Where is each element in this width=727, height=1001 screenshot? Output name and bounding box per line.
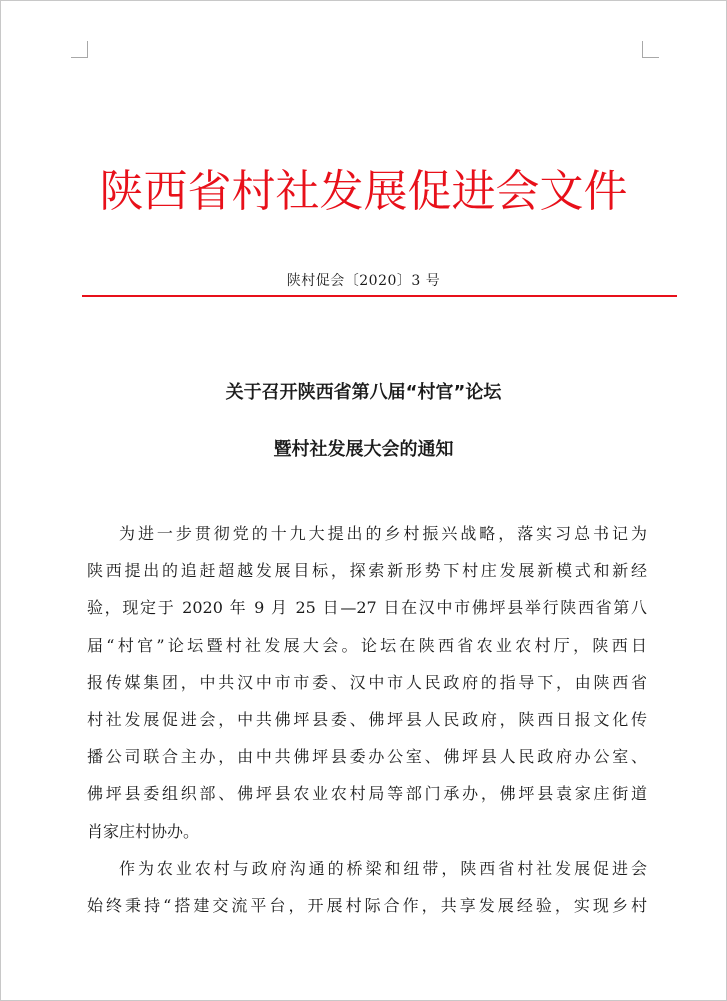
body-line: 佛坪县委组织部、佛坪县农业农村局等部门承办，佛坪县袁家庄街道 xyxy=(87,784,647,804)
body-line: 始终秉持“搭建交流平台，开展村际合作，共享发展经验，实现乡村 xyxy=(87,895,647,915)
body-line: 作为农业农村与政府沟通的桥梁和纽带，陕西省村社发展促进会 xyxy=(119,858,647,878)
document-number: 陕村促会〔2020〕3 号 xyxy=(286,273,441,289)
body-line: 为进一步贯彻党的十九大提出的乡村振兴战略，落实习总书记为 xyxy=(119,524,647,543)
body-line: 届“村官”论坛暨村社发展大会。论坛在陕西省农业农村厅，陕西日 xyxy=(87,635,647,655)
notice-body xyxy=(87,515,647,924)
body-line: 村社发展促进会，中共佛坪县委、佛坪县人民政府，陕西日报文化传 xyxy=(87,709,647,729)
body-line: 播公司联合主办，由中共佛坪县委办公室、佛坪县人民政府办公室、 xyxy=(87,747,647,767)
red-separator-line xyxy=(82,295,677,297)
crop-mark-top-right xyxy=(642,41,659,58)
notice-title-line-1: 关于召开陕西省第八届“村官”论坛 xyxy=(225,382,502,403)
notice-title-line-2: 暨村社发展大会的通知 xyxy=(273,439,454,460)
body-line: 验，现定于 2020 年 9 月 25 日—27 日在汉中市佛坪县举行陕西省第八 xyxy=(87,598,647,618)
body-line: 陕西提出的追赶超越发展目标，探索新形势下村庄发展新模式和新经 xyxy=(87,561,647,581)
crop-mark-top-left xyxy=(71,41,88,58)
body-line: 报传媒集团，中共汉中市市委、汉中市人民政府的指导下，由陕西省 xyxy=(87,672,647,692)
body-line: 肖家庄村协办。 xyxy=(87,821,200,841)
issuer-header: 陕西省村社发展促进会文件 xyxy=(99,166,628,217)
